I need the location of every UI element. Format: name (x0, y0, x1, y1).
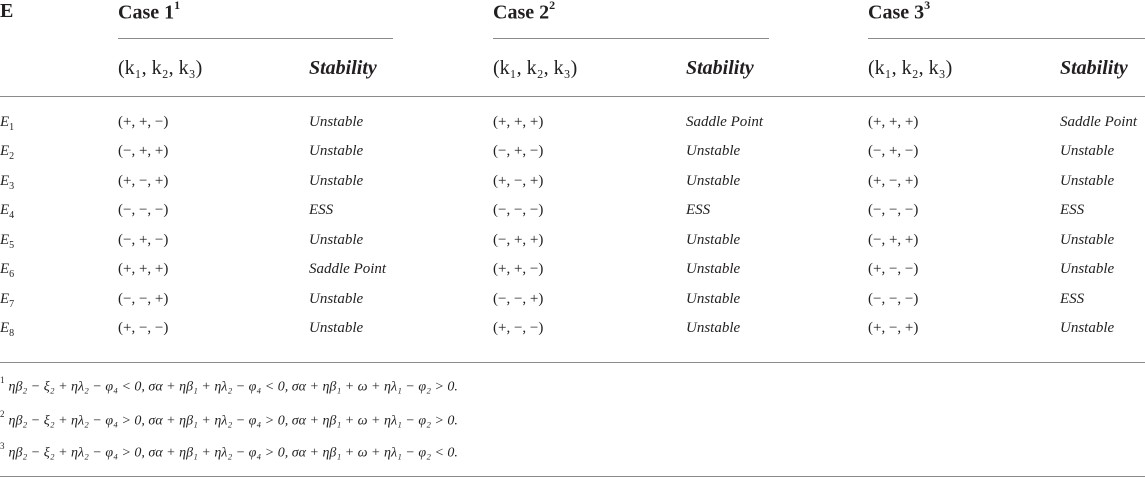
row-label: $E_8$ (0, 320, 15, 339)
case-1-stability: Saddle Point (309, 261, 387, 277)
case-2-sign: (−, +, −) (493, 143, 544, 159)
footnote-text: ηβ₂ − ξ₂ + ηλ₂ − φ₄ > 0, σα + ηβ₁ + ηλ₂ − φ₄ > 0, σα + ηβ₁ + ω + ηλ₁ − φ₂ > 0. (8, 413, 458, 429)
footnote-marker: 1 (0, 375, 5, 385)
case-1-stability-header: Stability (309, 57, 377, 79)
case-2-stability: Unstable (686, 291, 741, 307)
case-3-header (868, 0, 930, 25)
case-3-stability: ESS (1060, 291, 1085, 307)
case-2-sign: (+, −, +) (493, 173, 544, 189)
case-1-sign: (−, −, +) (118, 291, 169, 307)
case-2-sign: (−, −, −) (493, 202, 544, 218)
case-3-stability: Unstable (1060, 143, 1115, 159)
case-3-sign: (−, +, −) (868, 143, 919, 159)
case-3-underline (868, 38, 1145, 39)
case-3-sign: (+, +, +) (868, 114, 919, 130)
footnote-marker: 3 (0, 441, 5, 451)
case-3-stability: Unstable (1060, 232, 1115, 248)
case-2-header (493, 0, 555, 25)
case-3-tuple-header: (k₁, k₂, k₃) (868, 57, 953, 79)
case-3-stability-header: Stability (1060, 57, 1128, 79)
case-3-sign: (+, −, +) (868, 173, 919, 189)
case-3-sign: (+, −, +) (868, 320, 919, 336)
case-3-sign: (−, −, −) (868, 202, 919, 218)
case-1-sign: (−, +, −) (118, 232, 169, 248)
case-1-stability: ESS (309, 202, 334, 218)
case-1-tuple-header: (k₁, k₂, k₃) (118, 57, 203, 79)
case-3-title: Case 3 (868, 1, 925, 24)
case-3-stability: Unstable (1060, 173, 1115, 189)
row-label: $E_3$ (0, 173, 15, 192)
case-2-sign: (+, +, −) (493, 261, 544, 277)
case-2-sign: (+, +, +) (493, 114, 544, 130)
row-label: $E_7$ (0, 291, 15, 310)
case-1-sign: (−, +, +) (118, 143, 169, 159)
footnote-2 (0, 411, 458, 430)
header-rule (0, 96, 1145, 97)
case-2-stability: Saddle Point (686, 114, 764, 130)
row-label: $E_6$ (0, 261, 15, 280)
case-1-sign: (+, −, −) (118, 320, 169, 336)
case-1-stability: Unstable (309, 291, 364, 307)
case-3-sign: (+, −, −) (868, 261, 919, 277)
case-3-stability: Unstable (1060, 320, 1115, 336)
case-2-sign: (−, −, +) (493, 291, 544, 307)
case-3-stability: Saddle Point (1060, 114, 1138, 130)
case-1-sign: (+, +, +) (118, 261, 169, 277)
case-1-underline (118, 38, 393, 39)
footnote-text: ηβ₂ − ξ₂ + ηλ₂ − φ₄ > 0, σα + ηβ₁ + ηλ₂ − φ₄ > 0, σα + ηβ₁ + ω + ηλ₁ − φ₂ < 0. (8, 445, 458, 461)
case-3-stability: Unstable (1060, 261, 1115, 277)
case-1-stability: Unstable (309, 173, 364, 189)
case-2-tuple-header: (k₁, k₂, k₃) (493, 57, 578, 79)
row-label: $E_4$ (0, 202, 15, 221)
case-1-sign: (−, −, −) (118, 202, 169, 218)
case-2-title: Case 2 (493, 1, 550, 24)
case-2-stability: Unstable (686, 261, 741, 277)
case-2-stability: Unstable (686, 143, 741, 159)
case-1-stability: Unstable (309, 232, 364, 248)
case-3-stability: ESS (1060, 202, 1085, 218)
case-2-note-marker: 2 (549, 0, 556, 12)
case-1-stability: Unstable (309, 143, 364, 159)
footnote-text: ηβ₂ − ξ₂ + ηλ₂ − φ₄ < 0, σα + ηβ₁ + ηλ₂ − φ₄ < 0, σα + ηβ₁ + ω + ηλ₁ − φ₂ > 0. (8, 379, 458, 395)
case-3-sign: (−, −, −) (868, 291, 919, 307)
footnote-1 (0, 377, 458, 396)
case-1-stability: Unstable (309, 320, 364, 336)
row-label: $E_1$ (0, 114, 15, 133)
case-1-note-marker: 1 (174, 0, 181, 12)
case-2-stability: Unstable (686, 232, 741, 248)
corner-label: E (0, 0, 14, 22)
body-rule (0, 362, 1145, 363)
case-1-sign: (+, −, +) (118, 173, 169, 189)
case-2-stability: Unstable (686, 320, 741, 336)
case-2-sign: (+, −, −) (493, 320, 544, 336)
row-label: $E_2$ (0, 143, 15, 162)
bottom-rule (0, 476, 1145, 477)
footnote-3 (0, 443, 458, 462)
case-1-stability: Unstable (309, 114, 364, 130)
case-2-sign: (−, +, +) (493, 232, 544, 248)
case-1-sign: (+, +, −) (118, 114, 169, 130)
case-2-stability: ESS (686, 202, 711, 218)
case-2-underline (493, 38, 769, 39)
case-3-note-marker: 3 (924, 0, 931, 12)
case-3-sign: (−, +, +) (868, 232, 919, 248)
row-label: $E_5$ (0, 232, 15, 251)
case-1-title: Case 1 (118, 1, 175, 24)
footnote-marker: 2 (0, 409, 5, 419)
case-2-stability: Unstable (686, 173, 741, 189)
case-1-header (118, 0, 180, 25)
case-2-stability-header: Stability (686, 57, 754, 79)
